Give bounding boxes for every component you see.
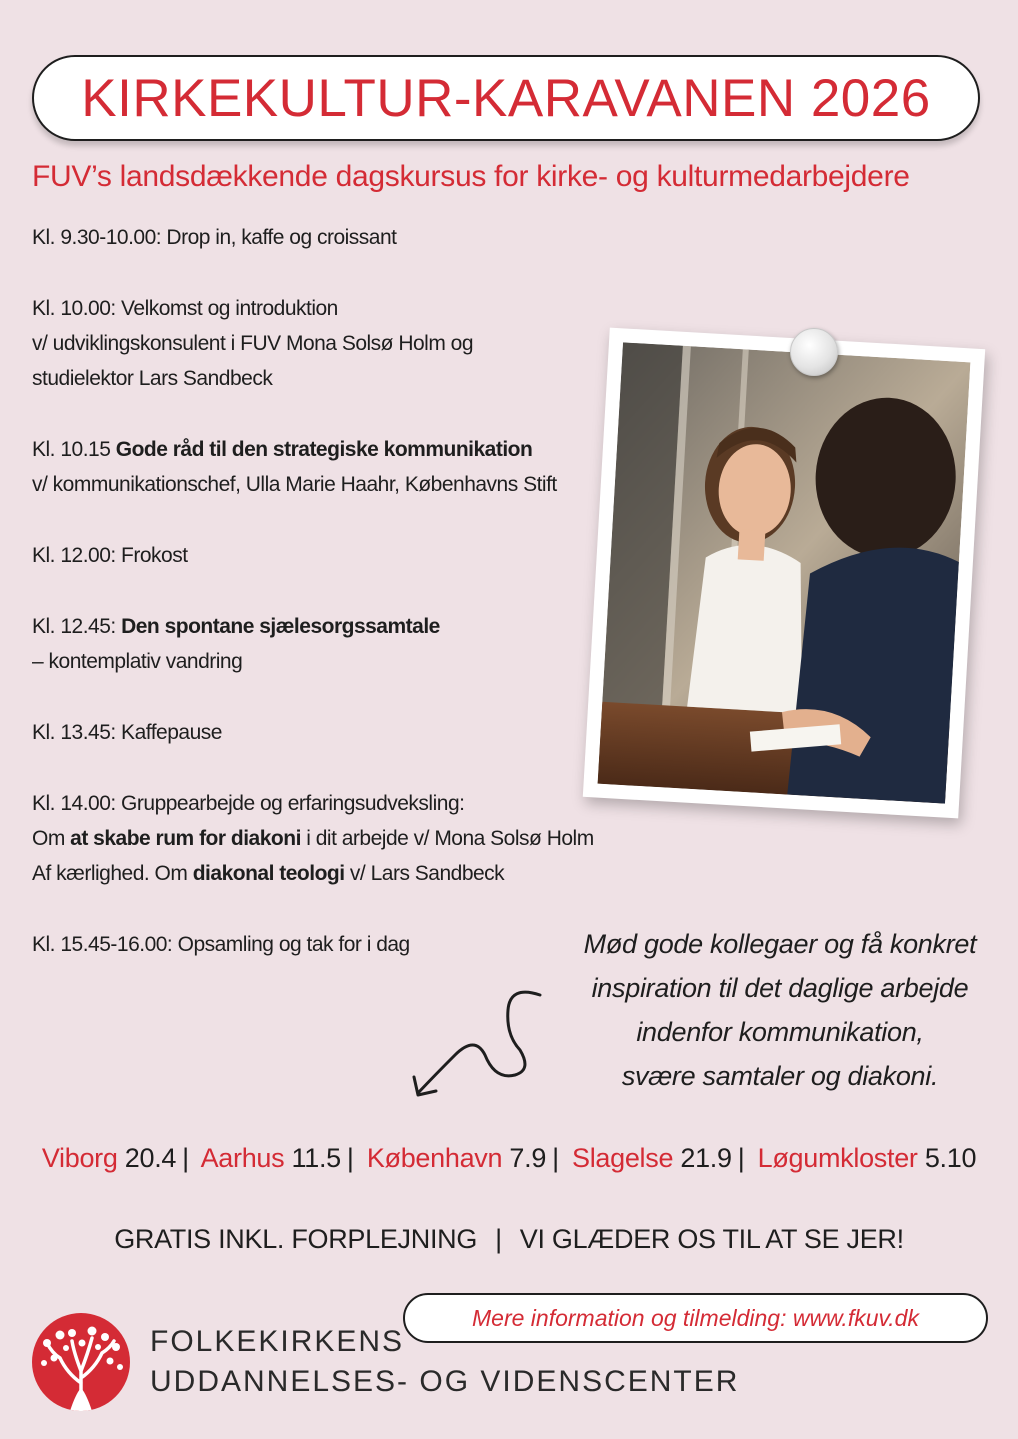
text-part: v/ Lars Sandbeck	[344, 862, 505, 885]
schedule-line: Kl. 13.45: Kaffepause	[32, 721, 222, 744]
schedule-line: Kl. 15.45-16.00: Opsamling og tak for i dag	[32, 933, 410, 956]
event-photo	[598, 342, 971, 803]
schedule-item	[32, 291, 672, 396]
schedule-topic: diakonal teologi	[192, 862, 345, 885]
text-part: Af kærlighed. Om	[32, 862, 193, 885]
city-name: København	[366, 1143, 503, 1173]
city-name: Aarhus	[200, 1143, 285, 1173]
schedule-line	[32, 821, 672, 856]
tree-logo-graphic	[32, 1313, 130, 1411]
page-subtitle: FUV’s landsdækkende dagskursus for kirke- og kulturmedarbejdere	[32, 160, 910, 193]
schedule-topic: Gode råd til den strategiske kommunikation	[115, 438, 533, 461]
program-schedule	[32, 220, 672, 998]
tree-logo-icon	[32, 1313, 130, 1411]
city-date: 5.10	[924, 1143, 977, 1173]
schedule-topic: Den spontane sjælesorgssamtale	[121, 615, 440, 638]
schedule-item	[32, 432, 672, 502]
schedule-line: Kl. 10.00: Velkomst og introduktion	[32, 297, 338, 320]
separator: |	[495, 1224, 502, 1254]
schedule-line: Kl. 12.00: Frokost	[32, 544, 188, 567]
separator: |	[552, 1143, 559, 1173]
quote-text	[540, 922, 1018, 1098]
org-line: UDDANNELSES- OG VIDENSCENTER	[150, 1365, 740, 1398]
info-text: Mere information og tilmelding: www.fkuv.dk	[472, 1304, 919, 1331]
schedule-item	[32, 786, 672, 891]
schedule-line: – kontemplativ vandring	[32, 650, 243, 673]
text-part: i dit arbejde v/ Mona Solsø Holm	[300, 827, 594, 850]
schedule-item	[32, 220, 672, 255]
city-date: 7.9	[509, 1143, 547, 1173]
schedule-time: Kl. 12.45:	[32, 615, 122, 638]
city-date: 11.5	[291, 1143, 341, 1173]
curly-arrow-icon	[400, 975, 560, 1105]
city-name: Løgumkloster	[757, 1143, 918, 1173]
quote-line: inspiration til det daglige arbejde	[591, 973, 969, 1003]
organization-name	[150, 1322, 739, 1402]
schedule-line	[32, 432, 672, 467]
photo-frame	[583, 328, 985, 819]
schedule-topic: at skabe rum for diakoni	[70, 827, 301, 850]
schedule-line: v/ kommunikationschef, Ulla Marie Haahr, Københavns Stift	[32, 473, 557, 496]
schedule-line: studielektor Lars Sandbeck	[32, 367, 273, 390]
gratis-right: VI GLÆDER OS TIL AT SE JER!	[519, 1224, 904, 1254]
schedule-line	[32, 609, 672, 644]
title-banner	[32, 55, 980, 141]
quote-line: indenfor kommunikation,	[636, 1017, 924, 1047]
page-title: KIRKEKULTUR-KARAVANEN 2026	[81, 68, 931, 128]
separator: |	[346, 1143, 354, 1173]
city-dates	[0, 1143, 1018, 1174]
city-date: 21.9	[680, 1143, 732, 1173]
quote-line: Mød gode kollegaer og få konkret	[583, 929, 977, 959]
schedule-item	[32, 538, 672, 573]
schedule-item	[32, 609, 672, 679]
separator: |	[182, 1143, 189, 1173]
city-name: Viborg	[41, 1143, 118, 1173]
gratis-left: GRATIS INKL. FORPLEJNING	[114, 1224, 478, 1254]
text-part: Om	[32, 827, 71, 850]
city-date: 20.4	[124, 1143, 177, 1173]
pushpin-icon	[790, 328, 838, 376]
city-name: Slagelse	[571, 1143, 674, 1173]
schedule-line: Kl. 14.00: Gruppearbejde og erfaringsudveksling:	[32, 792, 465, 815]
quote-line: svære samtaler og diakoni.	[621, 1061, 939, 1091]
gratis-banner	[0, 1224, 1018, 1255]
separator: |	[737, 1143, 745, 1173]
org-line: FOLKEKIRKENS	[150, 1325, 405, 1358]
schedule-time: Kl. 10.15	[32, 438, 116, 461]
schedule-line: Kl. 9.30-10.00: Drop in, kaffe og croissant	[32, 226, 397, 249]
schedule-item	[32, 715, 672, 750]
schedule-line	[32, 856, 672, 891]
schedule-line: v/ udviklingskonsulent i FUV Mona Solsø Holm og	[32, 332, 474, 355]
